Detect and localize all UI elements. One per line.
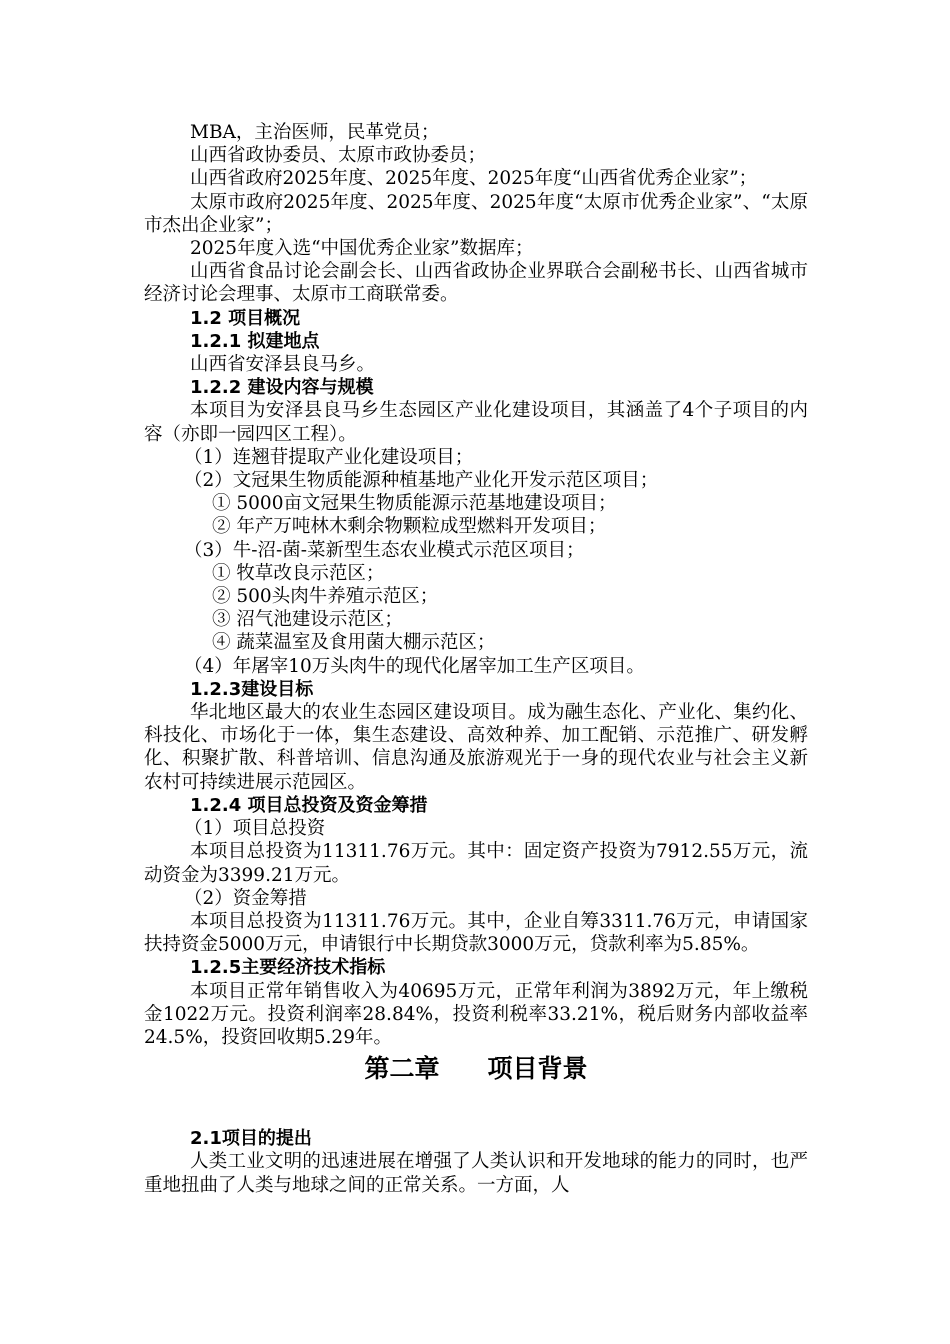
list-subitem: ② 年产万吨林木剩余物颗粒成型燃料开发项目； (212, 516, 607, 538)
section-heading-1-2-2: 1.2.2 建设内容与规模 (190, 377, 374, 399)
bio-line-3: 山西省政府2025年度、2025年度、2025年度“山西省优秀企业家”； (190, 168, 758, 190)
bio-line-6: 山西省食品讨论会副会长、山西省政协企业界联合会副秘书长、山西省城市经济讨论会理事、太原市工商联常委。 (144, 261, 808, 306)
list-subitem: ④ 蔬菜温室及食用菌大棚示范区； (212, 632, 496, 654)
list-subitem: ③ 沼气池建设示范区； (212, 609, 403, 631)
document-page (144, 121, 808, 1197)
list-item: （4）年屠宰10万头肉牛的现代化屠宰加工生产区项目。 (184, 655, 645, 677)
funding-label: （2）资金筹措 (184, 887, 307, 909)
investment-label: （1）项目总投资 (184, 818, 326, 840)
bio-line-5: 2025年度入选“中国优秀企业家”数据库； (190, 238, 534, 260)
section-heading-1-2-4: 1.2.4 项目总投资及资金筹措 (190, 794, 428, 816)
list-item: （2）文冠果生物质能源种植基地产业化开发示范区项目； (184, 470, 659, 492)
section-heading-2-1: 2.1项目的提出 (190, 1128, 312, 1150)
economic-indicators-text: 本项目正常年销售收入为40695万元，正常年利润为3892万元，年上缴税金1022万元。投资利润率28.84%，投资利税率33.21%，税后财务内部收益率24.5%，投资回收期5.29年。 (144, 980, 808, 1048)
list-subitem: ① 5000亩文冠果生物质能源示范基地建设项目； (212, 493, 617, 515)
construction-intro: 本项目为安泽县良马乡生态园区产业化建设项目，其涵盖了4个子项目的内容（亦即一园四区工程）。 (144, 400, 808, 445)
section-heading-1-2-1: 1.2.1 拟建地点 (190, 330, 320, 352)
list-item: （3）牛-沼-菌-菜新型生态农业模式示范区项目； (184, 539, 585, 561)
location-text: 山西省安泽县良马乡。 (190, 354, 376, 376)
funding-text: 本项目总投资为11311.76万元。其中，企业自筹3311.76万元，申请国家扶持资金5000万元，申请银行中长期贷款3000万元，贷款利率为5.85%。 (144, 910, 808, 956)
list-subitem: ② 500头肉牛养殖示范区； (212, 586, 439, 608)
bio-line-4: 太原市政府2025年度、2025年度、2025年度“太原市优秀企业家”、“太原市杰出企业家”； (144, 191, 808, 236)
section-heading-1-2-5: 1.2.5主要经济技术指标 (190, 957, 386, 979)
list-subitem: ① 牧草改良示范区； (212, 562, 385, 584)
chapter-number: 第二章 (364, 1054, 440, 1084)
list-item: （1）连翘苷提取产业化建设项目； (184, 446, 474, 468)
investment-text: 本项目总投资为11311.76万元。其中：固定资产投资为7912.55万元，流动资金为3399.21万元。 (144, 841, 808, 886)
bio-line-1: MBA，主治医师，民革党员； (190, 122, 440, 143)
section-heading-1-2: 1.2 项目概况 (190, 307, 301, 329)
bio-line-2: 山西省政协委员、太原市政协委员； (190, 145, 487, 167)
chapter-title: 项目背景 (487, 1054, 588, 1084)
chapter-heading (144, 1053, 808, 1085)
section-heading-1-2-3: 1.2.3建设目标 (190, 678, 314, 700)
goal-text: 华北地区最大的农业生态园区建设项目。成为融生态化、产业化、集约化、科技化、市场化于一体，集生态建设、高效种养、加工配销、示范推广、研发孵化、积聚扩散、科普培训、信息沟通及旅游观光于一身的现代农业与社会主义新农村可持续进展示范园区。 (144, 702, 808, 793)
background-text: 人类工业文明的迅速进展在增强了人类认识和开发地球的能力的同时，也严重地扭曲了人类与地球之间的正常关系。一方面，人 (144, 1151, 808, 1196)
